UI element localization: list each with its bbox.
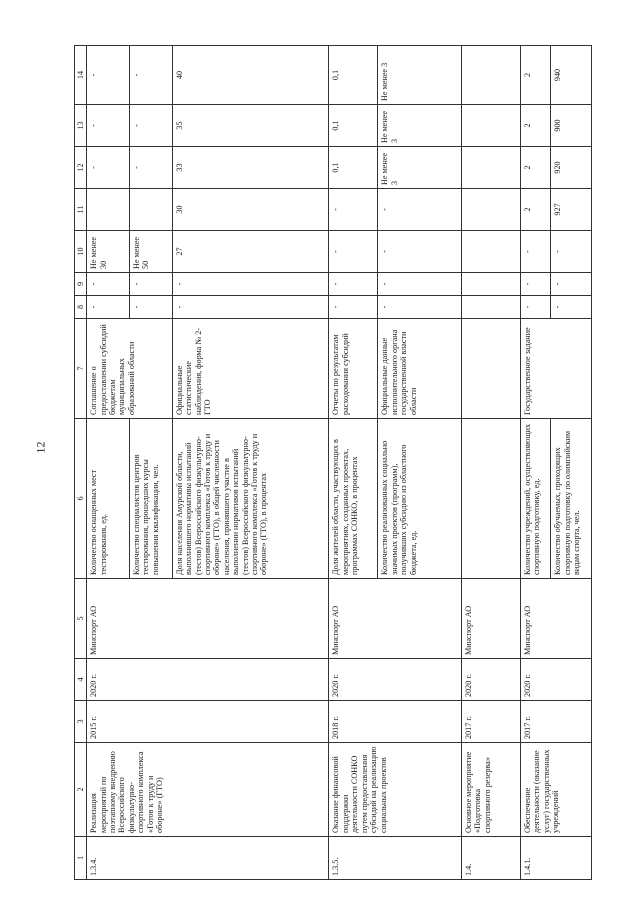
value-cell: 40 [172, 46, 329, 105]
value-cell: - [129, 273, 172, 296]
row-number: 1.3.5. [329, 837, 461, 880]
value-cell: - [551, 273, 592, 296]
value-cell: - [520, 273, 551, 296]
header-cell: 14 [75, 46, 87, 105]
table-row [87, 46, 130, 880]
value-cell [129, 189, 172, 231]
header-cell: 10 [75, 231, 87, 273]
value-cell: - [378, 273, 461, 296]
header-cell: 3 [75, 701, 87, 743]
rotated-table-container [74, 46, 592, 880]
value-cell: - [329, 231, 378, 273]
value-cell: Не менее 50 [129, 231, 172, 273]
value-cell: - [551, 296, 592, 319]
executor: Минспорт АО [520, 579, 591, 659]
activity-name: Обеспечение деятельности (оказание услуг) государственных учреждений [520, 743, 591, 837]
program-table [74, 45, 592, 880]
value-cell: - [129, 105, 172, 147]
start-year: 2017 г. [461, 701, 520, 743]
header-cell: 5 [75, 579, 87, 659]
value-cell: - [551, 231, 592, 273]
value-cell [87, 189, 130, 231]
row-number: 1.4.1. [520, 837, 591, 880]
header-cell: 2 [75, 743, 87, 837]
value-cell: - [129, 147, 172, 189]
indicator-name: Доля населения Амурской области, выполнившего нормативы испытаний (тестов) Всероссийского физкультурно-спортивного комплекса «Готов к труду и обороне» (ГТО), в общей численности населения, принявшего участие в выполнении нормативов испытаний (тестов) Всероссийского физкультурно-спортивного комплекса «Готов к труду и обороне» (ГТО), в процентах [172, 419, 329, 579]
header-cell: 12 [75, 147, 87, 189]
value-cell: 2 [520, 189, 551, 231]
header-cell: 6 [75, 419, 87, 579]
value-cell: - [129, 296, 172, 319]
indicator-name: Количество учреждений, осуществляющих спортивную подготовку, ед. [520, 419, 551, 579]
header-cell: 7 [75, 319, 87, 419]
value-cell: - [329, 273, 378, 296]
start-year: 2018 г. [329, 701, 461, 743]
value-cell: 920 [551, 147, 592, 189]
value-cell: 2 [520, 147, 551, 189]
value-cell: 2 [520, 46, 551, 105]
activity-name: Реализация мероприятий по поэтапному внедрению Всероссийского физкультурно-спортивного комплекса «Готов к труду и обороне» (ГТО) [87, 743, 329, 837]
value-cell: - [172, 296, 329, 319]
value-cell: Не менее 30 [87, 231, 130, 273]
value-cell: 27 [172, 231, 329, 273]
indicator-name: Количество специалистов центров тестирования, прошедших курсы повышения квалификации, чел. [129, 419, 172, 579]
value-cell: - [87, 147, 130, 189]
header-cell: 4 [75, 659, 87, 701]
start-year: 2017 г. [520, 701, 591, 743]
executor: Минспорт АО [87, 579, 329, 659]
value-cell: 900 [551, 105, 592, 147]
indicator-name: Количество обучаемых, проходящих спортивную подготовку по олимпийским видам спорта, чел. [551, 419, 592, 579]
value-cell: - [520, 231, 551, 273]
indicator-source: Соглашение о предоставлении субсидий бюджетам муниципальных образований области [87, 319, 172, 419]
value-cell: - [520, 296, 551, 319]
value-cell: 2 [520, 105, 551, 147]
value-cell: - [87, 273, 130, 296]
indicator-source: Официальные статистические наблюдения, форма № 2-ГТО [172, 319, 329, 419]
page-number: 12 [33, 441, 48, 454]
value-cell: - [378, 296, 461, 319]
value-cell: 940 [551, 46, 592, 105]
value-cell: 927 [551, 189, 592, 231]
table-row [520, 46, 551, 880]
value-cell: - [378, 189, 461, 231]
header-cell: 8 [75, 296, 87, 319]
table-row [329, 46, 378, 880]
value-cell: 0,1 [329, 46, 378, 105]
activity-name: Оказание финансовой поддержки деятельности СОНКО путем предоставления субсидий на реализацию социальных проектов [329, 743, 461, 837]
end-year: 2020 г. [520, 659, 591, 701]
indicator-source: Отчеты по результатам расходования субсидий [329, 319, 378, 419]
indicator-name: Количество оснащенных мест тестирования, ед. [87, 419, 130, 579]
value-cell: 0,1 [329, 105, 378, 147]
header-cell: 1 [75, 837, 87, 880]
executor: Минспорт АО [461, 579, 520, 659]
row-number: 1.4. [461, 837, 520, 880]
end-year: 2020 г. [329, 659, 461, 701]
end-year: 2020 г. [461, 659, 520, 701]
value-cell: 30 [172, 189, 329, 231]
value-cell: - [87, 296, 130, 319]
value-cell: Не менее 3 [378, 46, 461, 105]
value-cell: 33 [172, 147, 329, 189]
indicator-name: Количество реализованных социально значимых проектов (программ), получивших субсидию из областного бюджета, ед. [378, 419, 461, 579]
header-cell: 13 [75, 105, 87, 147]
value-cell: 35 [172, 105, 329, 147]
value-cell: - [129, 46, 172, 105]
value-cell: Не менее 3 [378, 105, 461, 147]
header-cell: 9 [75, 273, 87, 296]
end-year: 2020 г. [87, 659, 329, 701]
value-cell: Не менее 3 [378, 147, 461, 189]
value-cell: - [87, 46, 130, 105]
indicator-name: Доля жителей области, участвующих в мероприятиях, созданных проектах, программах СОНКО, в процентах [329, 419, 378, 579]
row-number: 1.3.4. [87, 837, 329, 880]
value-cell: 0,1 [329, 147, 378, 189]
executor: Минспорт АО [329, 579, 461, 659]
value-cell: - [329, 189, 378, 231]
value-cell: - [378, 231, 461, 273]
value-cell: - [329, 296, 378, 319]
value-cell: - [87, 105, 130, 147]
start-year: 2015 г. [87, 701, 329, 743]
header-row [75, 46, 87, 880]
indicator-source: Официальные данные исполнительного органа государственной власти области [378, 319, 461, 419]
indicator-source: Государственное задание [520, 319, 591, 419]
header-cell: 11 [75, 189, 87, 231]
value-cell: - [172, 273, 329, 296]
table-row [461, 46, 520, 880]
activity-name: Основное мероприятие «Подготовка спортивного резерва» [461, 743, 520, 837]
